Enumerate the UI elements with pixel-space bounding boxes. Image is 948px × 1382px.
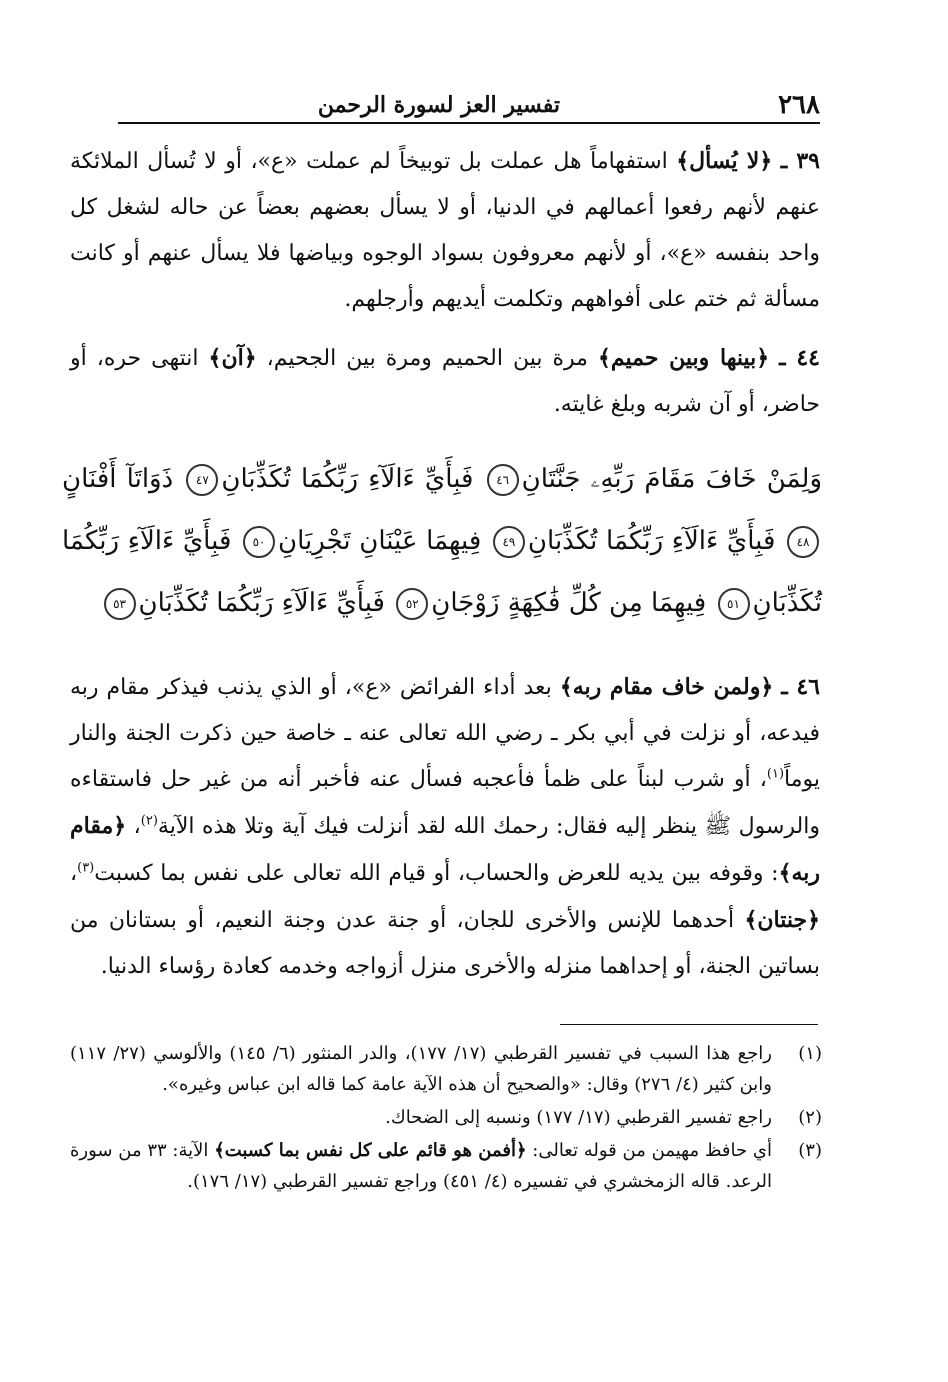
ayah-marker: ٥٢ bbox=[396, 588, 428, 620]
commentary-text: مرة بين الحميم ومرة بين الجحيم، bbox=[266, 346, 588, 371]
quran-verse: فَبِأَيِّ ءَالَآءِ رَبِّكُمَا تُكَذِّبَانِ bbox=[62, 526, 822, 618]
quran-quote: ﴿آن﴾ bbox=[208, 345, 257, 371]
ayah-marker: ٤٩ bbox=[493, 526, 525, 558]
footnote-number: (٣) bbox=[798, 1140, 822, 1161]
commentary-text: ، bbox=[70, 861, 78, 886]
commentary-section-2 bbox=[70, 664, 820, 990]
footnote-separator bbox=[560, 1024, 818, 1025]
quran-verse: فَبِأَيِّ ءَالَآءِ رَبِّكُمَا تُكَذِّبَانِ bbox=[221, 464, 474, 494]
quran-verse: فَبِأَيِّ ءَالَآءِ رَبِّكُمَا تُكَذِّبَانِ bbox=[527, 526, 776, 556]
ayah-marker: ٤٨ bbox=[787, 526, 819, 558]
footnote-text: أي حافظ مهيمن من قوله تعالى: bbox=[532, 1140, 772, 1161]
footnote-text: راجع تفسير القرطبي (١٧/ ١٧٧) ونسبه إلى الضحاك. bbox=[385, 1107, 772, 1128]
footnote-ref[interactable]: (٢) bbox=[140, 813, 158, 829]
header-rule bbox=[118, 122, 820, 124]
quran-verse: فِيهِمَا عَيْنَانِ تَجْرِيَانِ bbox=[278, 526, 482, 556]
quran-verses-block bbox=[62, 448, 822, 634]
quran-quote: ﴿مقام ربه﴾ bbox=[70, 813, 820, 886]
footnote-2 bbox=[70, 1102, 822, 1133]
commentary-verse-44 bbox=[70, 335, 820, 428]
ayah-marker: ٥٠ bbox=[243, 526, 275, 558]
footnote-1 bbox=[70, 1038, 822, 1100]
footnote-text: راجع هذا السبب في تفسير القرطبي (١٧/ ١٧٧)، والدر المنثور (٦/ ١٤٥) والألوسي (٢٧/ ١١٧) وابن كثير (٤/ ٢٧٦) وقال: «والصحيح أن هذه الآية عامة كما قاله ابن عباس وغيره». bbox=[70, 1043, 772, 1095]
commentary-section-1 bbox=[70, 138, 820, 428]
ayah-marker: ٤٧ bbox=[186, 464, 218, 496]
quran-verse: فِيهِمَا مِن كُلِّ فَٰكِهَةٍ زَوْجَانِ bbox=[431, 588, 707, 618]
verse-number: ٤٤ ـ bbox=[779, 345, 820, 371]
footnote-number: (١) bbox=[798, 1043, 822, 1064]
quran-quote: ﴿لا يُسأل﴾ bbox=[676, 148, 773, 174]
commentary-text: بعد أداء الفرائض «ع»، أو الذي يذنب فيذكر مقام ربه فيدعه، أو نزلت في أبي بكر ـ رضي الله تعالى عنه ـ خاصة حين ذكرت الجنة والنار يوماً bbox=[70, 675, 820, 792]
commentary-text: ، أو شرب لبناً على ظمأ فأعجبه فسأل عنه فأخبر أنه من غير حل فاستقاءه والرسول ﷺ ينظر إليه فقال: رحمك الله لقد أنزلت فيك آية وتلا هذه الآية bbox=[70, 767, 820, 839]
commentary-verse-46 bbox=[70, 664, 820, 990]
verse-number: ٣٩ ـ bbox=[780, 148, 820, 174]
quran-quote: ﴿أفمن هو قائم على كل نفس بما كسبت﴾ bbox=[214, 1140, 527, 1161]
footnote-text: الآية: ٣٣ من سورة الرعد. قاله الزمخشري في تفسيره (٤/ ٤٥١) وراجع تفسير القرطبي (١٧/ ١٧٦). bbox=[70, 1140, 772, 1192]
footnote-3 bbox=[70, 1135, 822, 1197]
verse-number: ٤٦ ـ bbox=[781, 674, 820, 700]
commentary-verse-39 bbox=[70, 138, 820, 323]
commentary-text: استفهاماً هل عملت بل توبيخاً لم عملت «ع»، أو لا تُسأل الملائكة عنهم لأنهم رفعوا أعمالهم في الدنيا، أو لا يسأل بعضهم بعضاً عن حاله لشغل كل واحد بنفسه «ع»، أو لأنهم معروفون بسواد الوجوه وبياضها فلا يسأل عنهم أو كانت مسألة ثم ختم على أفواههم وتكلمت أيديهم وأرجلهم. bbox=[70, 149, 820, 312]
footnotes bbox=[70, 1038, 822, 1199]
commentary-text: انتهى حره، أو حاضر، أو آن شربه وبلغ غايته. bbox=[70, 346, 820, 417]
ayah-marker: ٤٦ bbox=[487, 464, 519, 496]
quran-verse: فَبِأَيِّ ءَالَآءِ رَبِّكُمَا تُكَذِّبَانِ bbox=[138, 588, 385, 618]
ayah-marker: ٥٣ bbox=[104, 588, 136, 620]
quran-quote: ﴿جنتان﴾ bbox=[744, 907, 820, 933]
page-header bbox=[118, 88, 820, 124]
quran-quote: ﴿بينها وبين حميم﴾ bbox=[597, 345, 770, 371]
quran-verse: ذَوَاتَآ أَفْنَانٍ bbox=[62, 464, 174, 494]
running-title: تفسير العز لسورة الرحمن bbox=[317, 92, 560, 118]
page-number: ٢٦٨ bbox=[778, 90, 820, 120]
footnote-ref[interactable]: (١) bbox=[766, 766, 785, 782]
quran-verse: وَلِمَنْ خَافَ مَقَامَ رَبِّهِۦ جَنَّتَانِ bbox=[521, 464, 823, 494]
quran-quote: ﴿ولمن خاف مقام ربه﴾ bbox=[559, 674, 774, 700]
commentary-text: ، bbox=[133, 814, 141, 839]
footnote-number: (٢) bbox=[798, 1107, 822, 1128]
commentary-text: أحدهما للإنس والأخرى للجان، أو جنة عدن وجنة النعيم، أو بستانان من بساتين الجنة، أو إحداهما منزله والأخرى منزل أزواجه وخدمه كعادة رؤساء الدنيا. bbox=[70, 908, 820, 979]
ayah-marker: ٥١ bbox=[718, 588, 750, 620]
footnote-ref[interactable]: (٣) bbox=[77, 860, 95, 876]
commentary-text: : وقوفه بين يديه للعرض والحساب، أو قيام الله تعالى على نفس بما كسبت bbox=[94, 861, 779, 886]
